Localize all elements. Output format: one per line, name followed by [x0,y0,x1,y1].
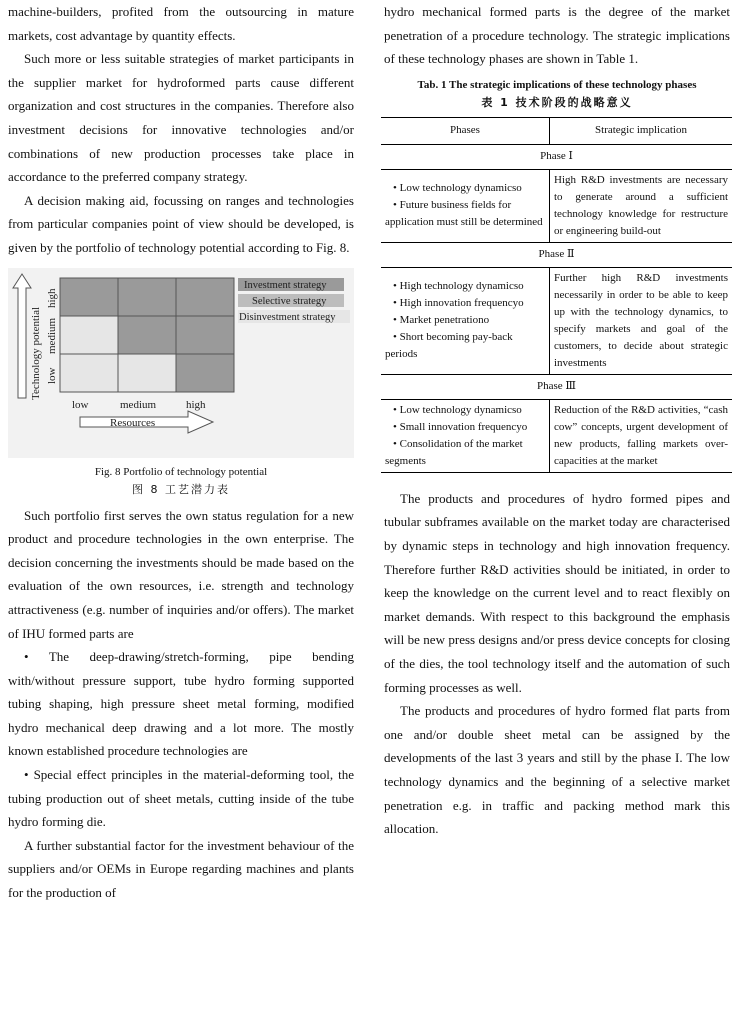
header-implication: Strategic implication [550,117,733,144]
legend-selective: Selective strategy [252,295,327,307]
feature-item: • High innovation frequencyo [393,297,524,310]
cell-medium-medium [118,316,176,354]
table-row [381,169,732,242]
bullet-paragraph: • The deep-drawing/stretch-forming, pipe bending with/without pressure support, tube hydro forming supported tubing shaping, high pressure sheet metal forming, modified hydro mechanical deep drawing and a lot more. The mostly known established procedure technologies are [8,649,354,759]
phase-row [381,144,732,169]
portfolio-diagram [8,268,354,458]
y-tick-medium: medium [46,317,58,354]
paragraph: A decision making aid, focussing on ranges and technologies from particular companies point of view should be developed, is given by the portfolio of technology potential according to Fig. 8. [8,192,354,255]
figure-caption-cn: 图 8 工艺潜力表 [132,482,230,496]
paragraph: The products and procedures of hydro formed flat parts from one and/or double sheet metal can be assigned by the developments of the last 3 years and still by the phase I. The low technology dynamics and the beginning of a selective market penetration e.g. in traffic and packing method mark this allocation. [384,703,730,837]
legend-investment: Investment strategy [244,279,327,291]
feature-item: • Low technology dynamicso [393,403,522,416]
table-row [381,399,732,472]
figure-caption [8,464,354,498]
table-row [381,267,732,374]
cell-high-low [60,278,118,316]
paragraph: machine-builders, profited from the outsourcing in mature markets, cost advantage by quantity effects. [8,4,354,43]
figure-caption-en: Fig. 8 Portfolio of technology potential [94,465,268,478]
phase-3-features [381,399,550,472]
table-caption-en: Tab. 1 The strategic implications of these technology phases [417,78,697,91]
feature-item: • Future business fields for application must still be determined [385,199,543,229]
feature-item: • Small innovation frequencyo [393,420,528,433]
y-axis-arrow [13,274,31,398]
x-tick-high: high [186,398,206,411]
phase-row [381,374,732,399]
strategy-table [381,117,732,473]
table-caption [384,77,730,111]
cell-high-high [176,278,234,316]
y-tick-high: high [46,287,58,308]
cell-low-high [176,354,234,392]
portfolio-figure [8,268,354,458]
feature-item: • Low technology dynamicso [393,182,522,195]
table-caption-cn: 表 1 技术阶段的战略意义 [481,95,633,109]
phase-1-features [381,169,550,242]
feature-item: • Market penetrationo [393,314,490,327]
paragraph: A further substantial factor for the investment behaviour of the suppliers and/or OEMs in Europe regarding machines and plants for the production of [8,837,354,901]
phase-3-label: Phase Ⅲ [381,374,732,399]
cell-medium-low [60,316,118,354]
paragraph: Such more or less suitable strategies of market participants in the supplier market for hydroformed parts cause different organization and cost structures in the companies. Therefore also investment decisions for innovative technologies and/or combinations of new production processes take place in accordance to the preferred company strategy. [8,51,354,185]
feature-item: • Short becoming pay-back periods [385,331,513,361]
cell-low-low [60,354,118,392]
paragraph: Such portfolio first serves the own status regulation for a new product and procedure technologies in the own enterprise. The decision concerning the investments should be made based on the evaluation of the own resources, i.e. strength and technology attractiveness (e.g. number of inquiries and/or offers). The market of IHU formed parts are [8,507,354,641]
x-tick-low: low [72,398,89,411]
y-axis-label: Technology potential [30,306,42,400]
cell-low-medium [118,354,176,392]
phase-1-label: Phase Ⅰ [381,144,732,169]
legend-disinvestment: Disinvestment strategy [239,311,336,323]
bullet-paragraph: • Special effect principles in the material-deforming tool, the tubing production out of sheet metals, cutting inside of the tube hydro forming die. [8,767,354,830]
feature-item: • Consolidation of the market segments [385,437,523,467]
cell-high-medium [118,278,176,316]
header-phases: Phases [381,117,550,144]
phase-2-implication: Further high R&D investments necessarily in order to be able to keep up with the technology dynamics, to specify markets and goal of the customers, to decide about strategic investments [554,271,728,369]
phase-row [381,242,732,267]
x-tick-medium: medium [120,398,157,411]
x-axis-label: Resources [110,416,156,429]
phase-2-features [381,267,550,374]
cell-medium-high [176,316,234,354]
right-column [384,0,730,841]
feature-item: • High technology dynamicso [393,280,524,293]
paragraph: hydro mechanical formed parts is the degree of the market penetration of a procedure technology. The strategic implications of these technology phases are shown in Table 1. [384,4,730,67]
phase-1-implication: High R&D investments are necessary to generate around a sufficient technology knowledge for restructure or engineering build-out [554,173,728,237]
left-column [8,0,354,905]
paragraph: The products and procedures of hydro formed pipes and tubular subframes available on the market today are characterised by dynamic steps in technology and high innovation frequency. Therefore further R&D activities should be initiated, in order to keep the knowledge on the current level and to react flexibly on market demands. With respect to this background the emphasis will be new press designs and/or press device concepts for closing of the dies, the tool technology itself and the automation of such forming processes as well. [384,490,730,695]
y-tick-low: low [46,367,58,384]
phase-2-label: Phase Ⅱ [381,242,732,267]
table-header-row [381,117,732,144]
phase-3-implication: Reduction of the R&D activities, “cash cow” concepts, urgent development of new products, falling markets over-capacities at the market [550,399,733,472]
